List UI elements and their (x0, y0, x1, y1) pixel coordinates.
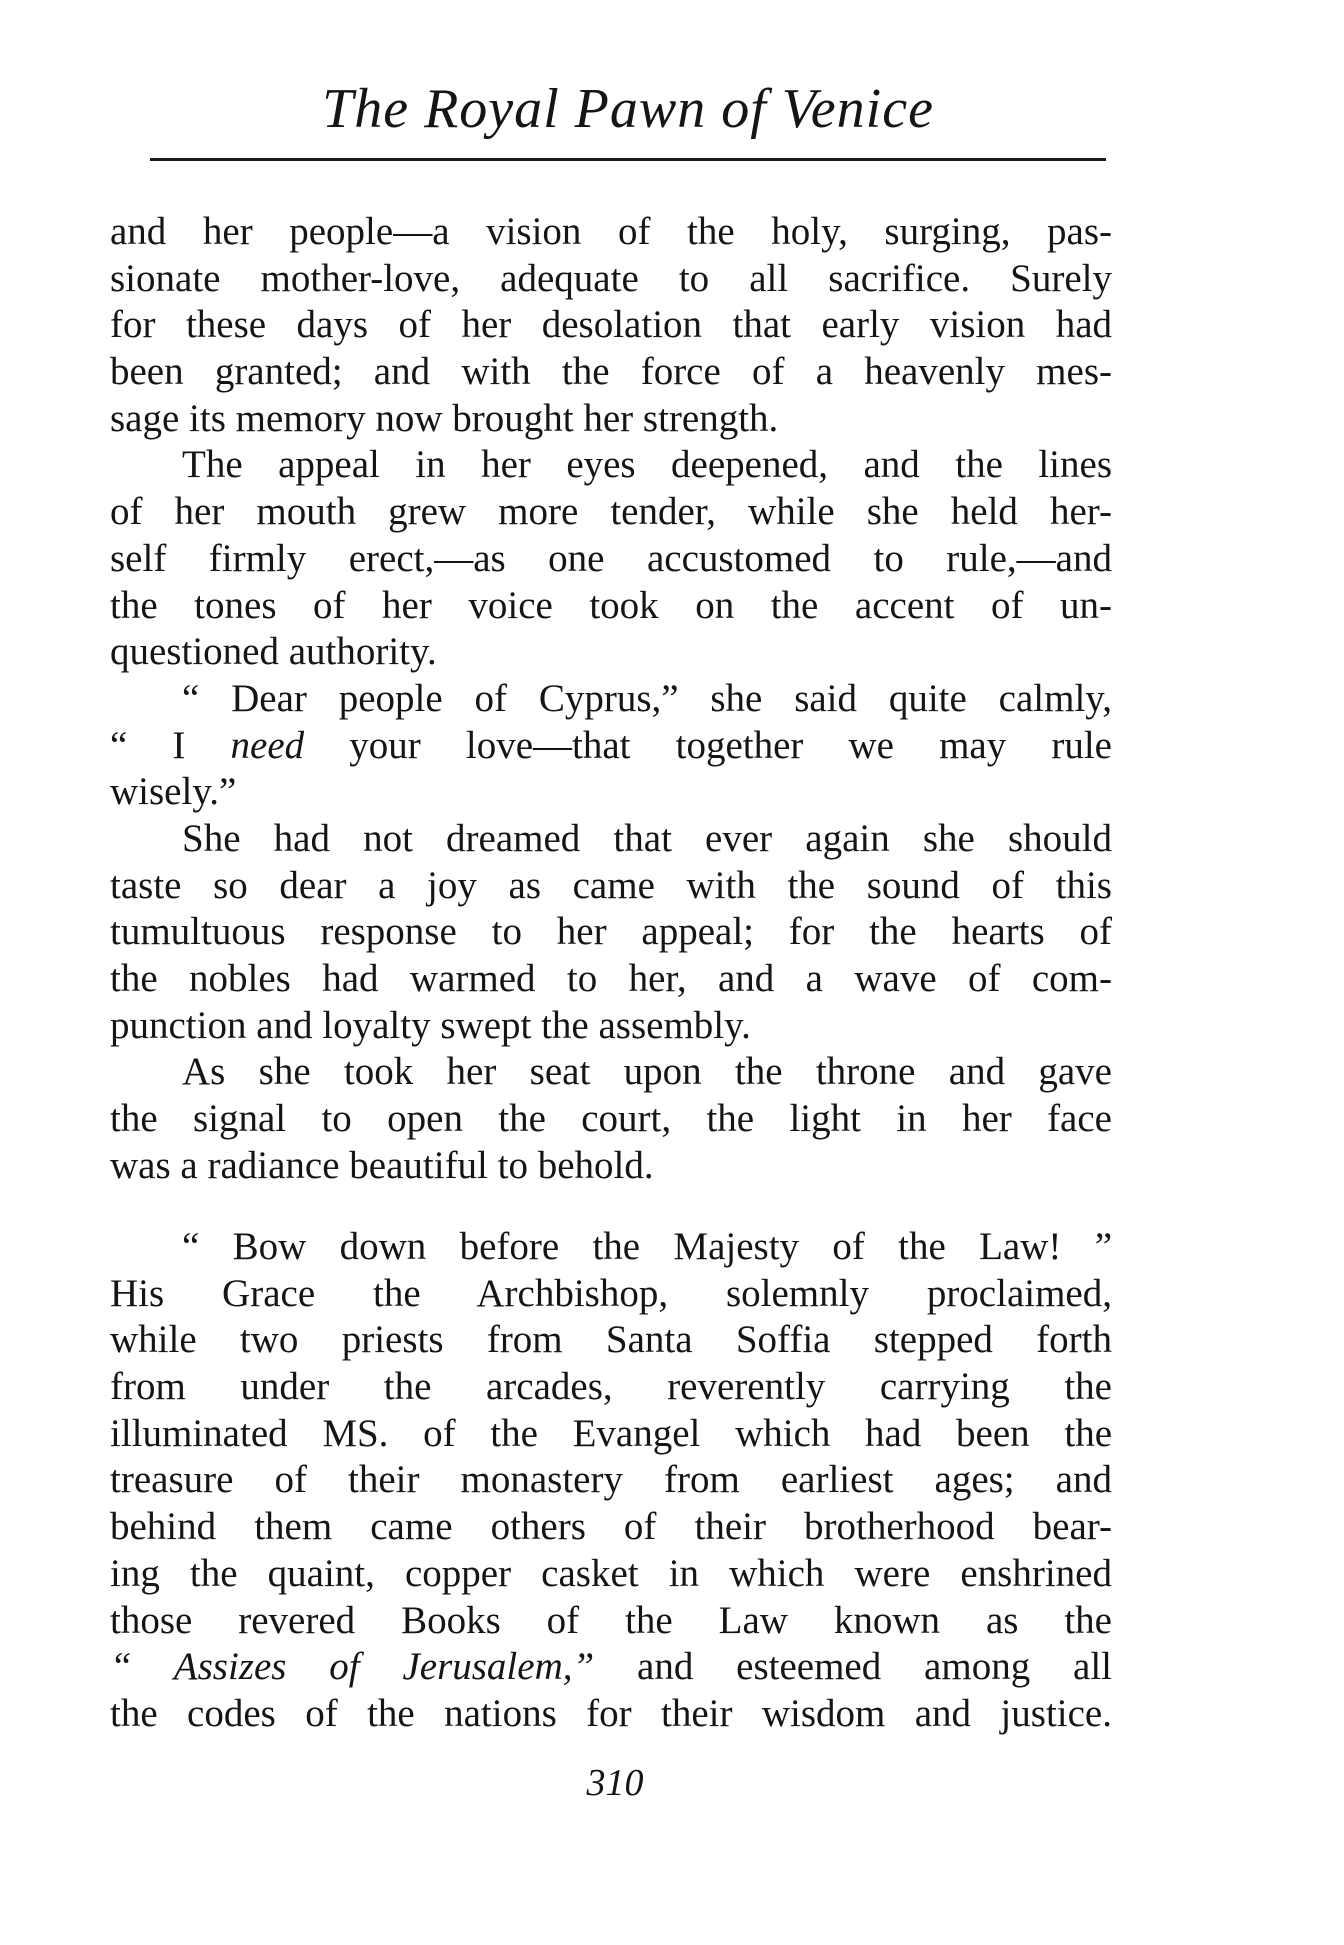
text-line: His Grace the Archbishop, solemnly proclaimed, (110, 1271, 1112, 1315)
text-line: “ I need your love—that together we may rule (110, 723, 1112, 767)
text-line: those revered Books of the Law known as the (110, 1598, 1112, 1642)
text-line: from under the arcades, reverently carrying the (110, 1365, 1112, 1409)
text-line: wisely.” (110, 770, 237, 814)
text-line: treasure of their monastery from earliest ages; and (110, 1458, 1112, 1502)
text-line: She had not dreamed that ever again she should (182, 816, 1112, 860)
text-line: the codes of the nations for their wisdom and justice. (110, 1691, 1112, 1735)
text-line: the tones of her voice took on the accent of un- (110, 583, 1112, 627)
emphasis: “ Assizes of Jerusalem,” (110, 1645, 595, 1689)
text-line: taste so dear a joy as came with the sound of this (110, 863, 1112, 907)
emphasis: need (230, 723, 305, 767)
text-line: punction and loyalty swept the assembly. (110, 1003, 751, 1047)
text-line: “ Dear people of Cyprus,” she said quite calmly, (182, 676, 1112, 720)
text-line: the nobles had warmed to her, and a wave of com- (110, 957, 1112, 1000)
page-number: 310 (586, 1762, 644, 1804)
text-line: “ Assizes of Jerusalem,” and esteemed among all (110, 1645, 1112, 1689)
text-line: of her mouth grew more tender, while she held her- (110, 490, 1112, 534)
text-line: illuminated MS. of the Evangel which had been the (110, 1411, 1112, 1455)
running-head: The Royal Pawn of Venice (322, 78, 934, 140)
text-line: tumultuous response to her appeal; for the hearts of (110, 910, 1112, 954)
text-line: was a radiance beautiful to behold. (110, 1143, 654, 1187)
text-line: The appeal in her eyes deepened, and the lines (182, 443, 1112, 487)
text-line: “ Bow down before the Majesty of the Law! ” (182, 1225, 1112, 1268)
text-block-proclamation (110, 1224, 1112, 1738)
header-rule (150, 158, 1106, 161)
text-line: self firmly erect,—as one accustomed to rule,—and (110, 536, 1112, 580)
text-line: and her people—a vision of the holy, surging, pas- (110, 210, 1112, 253)
text-line: ing the quaint, copper casket in which were enshrined (110, 1551, 1112, 1595)
text-block-main (110, 209, 1112, 1189)
text-line: As she took her seat upon the throne and gave (182, 1050, 1112, 1094)
text-line: been granted; and with the force of a heavenly mes- (110, 350, 1112, 394)
text-line: questioned authority. (110, 630, 437, 674)
text-line: the signal to open the court, the light in her face (110, 1097, 1112, 1141)
text-line: while two priests from Santa Soffia stepped forth (110, 1318, 1112, 1362)
text-line: sionate mother-love, adequate to all sacrifice. Surely (110, 256, 1112, 300)
text-line: sage its memory now brought her strength. (110, 396, 779, 440)
text-line: for these days of her desolation that early vision had (110, 303, 1112, 347)
text-line: behind them came others of their brotherhood bear- (110, 1505, 1112, 1549)
